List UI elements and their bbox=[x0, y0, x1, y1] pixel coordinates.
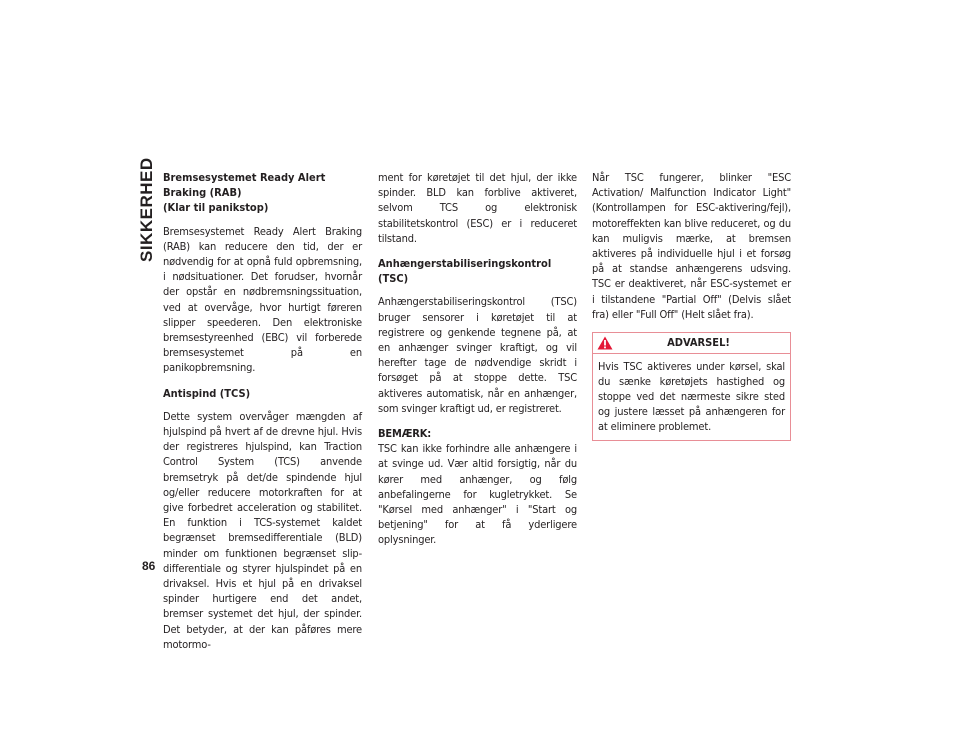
warning-text: Hvis TSC aktiveres under kørsel, skal du sænke køretøjets hastighed og stoppe ved det nærmeste sikre sted og justere læsset på anhængeren for at eliminere problemet. bbox=[598, 360, 785, 434]
section-side-label: SIKKERHED bbox=[137, 157, 156, 262]
warning-title: ADVARSEL! bbox=[667, 336, 730, 350]
note-block bbox=[378, 426, 577, 548]
rab-paragraph: Bremsesystemet Ready Alert Braking (RAB) kan reducere den tid, der er nødvendig for at opnå fuld opbremsning, i nødsituationer. Det forudser, hvornår der opstår en nødbremsningssituation, ved at overvåge, hvor hurtigt føreren slipper speederen. Den elektroniske bremsestyreenhed (EBC) vil forberede bremsesystemet på en panikopbremsning. bbox=[163, 224, 362, 375]
note-text: TSC kan ikke forhindre alle anhængere i at svinge ud. Vær altid forsigtig, når du kører med anhænger, og følg anbefalingerne for kugletrykket. Se "Kørsel med anhænger" i "Start og betjening" for at få yderligere oplysninger. bbox=[378, 442, 577, 547]
rab-heading bbox=[163, 170, 362, 216]
note-label: BEMÆRK: bbox=[378, 427, 432, 441]
column-middle bbox=[378, 170, 577, 558]
tcs-heading: Antispind (TCS) bbox=[163, 386, 251, 400]
tsc-heading: Anhængerstabiliseringskontrol (TSC) bbox=[378, 257, 552, 286]
tsc-intro-paragraph: Når TSC fungerer, blinker "ESC Activation/ Malfunction Indicator Light" (Kontrollampen for ESC-aktivering/fejl), motoreffekten kan blive reduceret, og du kan muligvis mærke, at bremsen aktiveres på individuelle hjul i et forsøg på at standse anhængerens udsving. TSC er deaktiveret, når ESC-systemet er i tilstandene "Partial Off" (Delvis slået fra) eller "Full Off" (Helt slået fra). bbox=[592, 171, 791, 321]
tcs-paragraph: Dette system overvåger mængden af hjulspind på hvert af de drevne hjul. Hvis der registreres hjulspind, kan Traction Control System (TCS) anvende bremsetryk på det/de spindende hjul og/eller reducere motorkraften for at give forbedret acceleration og stabilitet. En funktion i TCS-systemet kaldet begrænset bremsedifferentiale (BLD) minder om funktionen begrænset slip-differentiale og styrer hjulspindet på en drivaksel. Hvis et hjul på en drivaksel spinder hurtigere end det andet, bremser systemet det hjul, der spinder. Det betyder, at der kan påføres mere motormo- bbox=[163, 409, 362, 651]
column-left bbox=[163, 170, 362, 662]
warning-triangle-icon bbox=[597, 336, 613, 350]
tsc-paragraph: Anhængerstabiliseringskontrol (TSC) bruger sensorer i køretøjet til at registrere og genkende tegnene på, at en anhænger svinger kraftigt, og vil herefter tage de nødvendige skridt i forsøget på at stoppe dette. TSC aktiveres automatisk, når en anhænger, som svinger kraftigt ud, er registreret. bbox=[378, 295, 577, 415]
rab-heading-line2: (Klar til panikstop) bbox=[163, 201, 269, 215]
warning-box bbox=[592, 332, 791, 441]
bld-continuation-paragraph: ment for køretøjet til det hjul, der ikke spinder. BLD kan forblive aktiveret, selvom TCS og elektronisk stabilitetskontrol (ESC) er i reduceret tilstand. bbox=[378, 171, 577, 245]
rab-heading-line1: Bremsesystemet Ready Alert Braking (RAB) bbox=[163, 171, 326, 200]
page-number: 86 bbox=[142, 559, 156, 573]
warning-header bbox=[593, 333, 790, 354]
column-right bbox=[592, 170, 791, 441]
